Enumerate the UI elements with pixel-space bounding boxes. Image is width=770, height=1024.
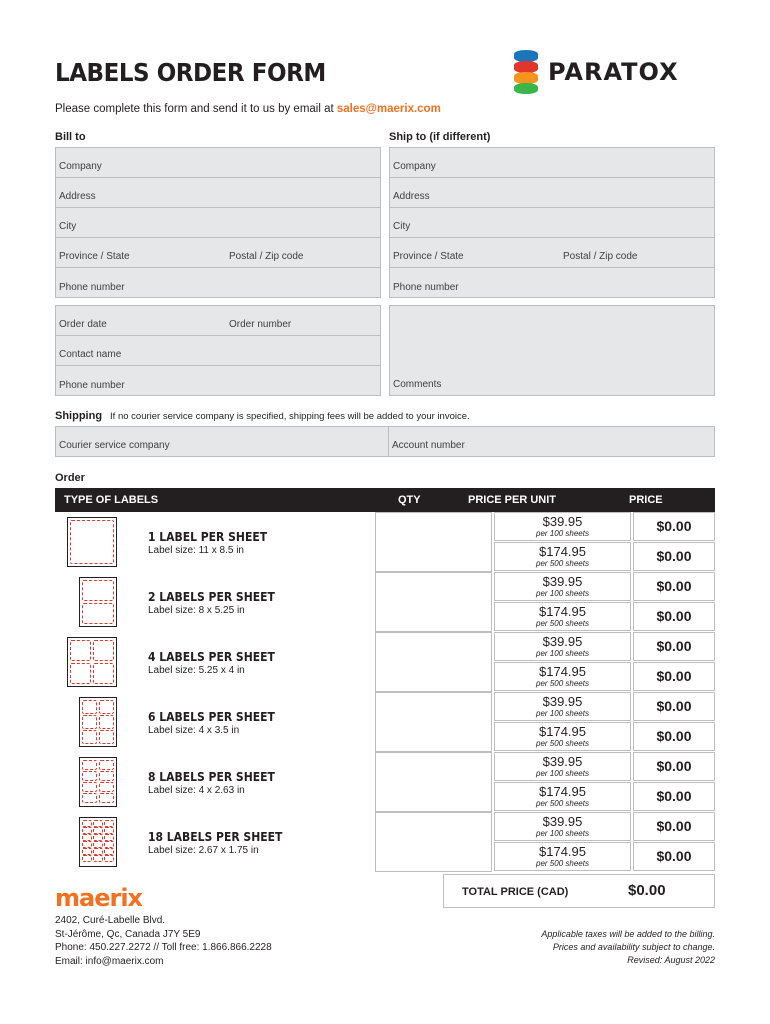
account-number-field[interactable] xyxy=(389,427,714,456)
shipping-note: If no courier service company is specified, shipping fees will be added to your invoice. xyxy=(110,411,470,422)
field-label: Company xyxy=(393,161,436,172)
intro-text xyxy=(55,103,441,115)
price-per-unit xyxy=(494,842,631,871)
row-size: Label size: 2.67 x 1.75 in xyxy=(148,845,259,856)
address-line: 2402, Curé-Labelle Blvd. xyxy=(55,915,166,926)
price-per-unit xyxy=(494,752,631,781)
field-label: Comments xyxy=(393,379,442,390)
row-price: $0.00 xyxy=(633,542,715,571)
total-label: TOTAL PRICE (CAD) xyxy=(462,886,569,898)
unit-price: $39.95 xyxy=(542,754,583,769)
field-label: Contact name xyxy=(59,349,122,360)
ship-address-field[interactable] xyxy=(390,178,714,208)
footer-notes xyxy=(541,928,715,967)
unit-note: per 100 sheets xyxy=(536,589,589,598)
field-label: Province / State xyxy=(393,251,464,262)
row-price: $0.00 xyxy=(633,842,715,871)
field-label: Order number xyxy=(229,319,292,330)
unit-note: per 500 sheets xyxy=(536,619,589,628)
row-price: $0.00 xyxy=(633,602,715,631)
bill-city-field[interactable] xyxy=(56,208,380,238)
ship-company-field[interactable] xyxy=(390,148,714,178)
unit-price: $39.95 xyxy=(542,814,583,829)
shipping-section xyxy=(55,410,470,422)
row-price: $0.00 xyxy=(633,632,715,661)
qty-input[interactable] xyxy=(375,812,492,872)
col-qty: QTY xyxy=(398,494,421,506)
unit-price: $174.95 xyxy=(539,664,586,679)
row-price: $0.00 xyxy=(633,512,715,541)
price-per-unit xyxy=(494,662,631,691)
unit-note: per 500 sheets xyxy=(536,679,589,688)
row-price: $0.00 xyxy=(633,752,715,781)
availability-note: Prices and availability subject to change. xyxy=(552,942,715,952)
paratox-stack-icon xyxy=(514,50,538,94)
row-size: Label size: 8 x 5.25 in xyxy=(148,605,245,616)
price-per-unit xyxy=(494,722,631,751)
qty-input[interactable] xyxy=(375,572,492,632)
qty-input[interactable] xyxy=(375,512,492,572)
col-price: PRICE xyxy=(629,494,663,506)
field-label: Address xyxy=(59,191,96,202)
price-per-unit xyxy=(494,602,631,631)
field-label: Postal / Zip code xyxy=(563,251,638,262)
order-row xyxy=(55,692,715,752)
row-price: $0.00 xyxy=(633,782,715,811)
paratox-wordmark: PARATOX xyxy=(548,58,679,86)
sheet-1-label-icon xyxy=(67,517,117,567)
row-price: $0.00 xyxy=(633,662,715,691)
price-per-unit xyxy=(494,512,631,541)
unit-note: per 500 sheets xyxy=(536,799,589,808)
email-line: Email: info@maerix.com xyxy=(55,955,164,967)
total-value: $0.00 xyxy=(628,882,666,899)
phone-line: Phone: 450.227.2272 // Toll free: 1.866.866.2228 xyxy=(55,942,272,953)
unit-price: $39.95 xyxy=(542,634,583,649)
unit-price: $174.95 xyxy=(539,784,586,799)
row-size: Label size: 11 x 8.5 in xyxy=(148,545,244,556)
ship-to-label: Ship to (if different) xyxy=(389,131,491,143)
price-per-unit xyxy=(494,782,631,811)
row-size: Label size: 4 x 3.5 in xyxy=(148,725,240,736)
col-ppu: PRICE PER UNIT xyxy=(468,494,557,506)
unit-price: $174.95 xyxy=(539,844,586,859)
field-label: City xyxy=(393,221,411,232)
unit-price: $174.95 xyxy=(539,724,586,739)
contact-name-field[interactable] xyxy=(56,336,380,366)
sheet-8-labels-icon xyxy=(79,757,117,807)
unit-note: per 500 sheets xyxy=(536,739,589,748)
comments-field[interactable] xyxy=(389,305,715,396)
row-title: 6 LABELS PER SHEET xyxy=(148,710,275,724)
qty-input[interactable] xyxy=(375,632,492,692)
order-table-header xyxy=(55,488,715,512)
bill-address-field[interactable] xyxy=(56,178,380,208)
sheet-18-labels-icon xyxy=(79,817,117,867)
address-line: St-Jérôme, Qc, Canada J7Y 5E9 xyxy=(55,928,201,940)
bill-company-field[interactable] xyxy=(56,148,380,178)
shipping-fields xyxy=(55,426,715,457)
sheet-4-labels-icon xyxy=(67,637,117,687)
row-title: 4 LABELS PER SHEET xyxy=(148,650,275,664)
price-per-unit xyxy=(494,572,631,601)
unit-note: per 100 sheets xyxy=(536,709,589,718)
company-address xyxy=(55,914,272,968)
price-per-unit xyxy=(494,542,631,571)
unit-price: $39.95 xyxy=(542,574,583,589)
order-phone-field[interactable] xyxy=(56,366,380,396)
row-price: $0.00 xyxy=(633,812,715,841)
unit-price: $174.95 xyxy=(539,604,586,619)
bill-phone-field[interactable] xyxy=(56,268,380,298)
qty-input[interactable] xyxy=(375,752,492,812)
row-title: 2 LABELS PER SHEET xyxy=(148,590,275,604)
intro-sentence: Please complete this form and send it to us by email at xyxy=(55,103,337,115)
field-label: Postal / Zip code xyxy=(229,251,304,262)
field-label: Phone number xyxy=(393,282,459,293)
unit-note: per 100 sheets xyxy=(536,529,589,538)
ship-city-field[interactable] xyxy=(390,208,714,238)
field-label: City xyxy=(59,221,77,232)
sheet-6-labels-icon xyxy=(79,697,117,747)
qty-input[interactable] xyxy=(375,692,492,752)
row-price: $0.00 xyxy=(633,722,715,751)
bill-province-postal-field[interactable] xyxy=(56,238,380,268)
order-row xyxy=(55,512,715,572)
field-label: Province / State xyxy=(59,251,130,262)
order-date-number-field[interactable] xyxy=(56,306,380,336)
paratox-logo xyxy=(514,50,679,94)
price-per-unit xyxy=(494,632,631,661)
field-label: Order date xyxy=(59,319,107,330)
sales-email-link[interactable]: sales@maerix.com xyxy=(336,103,441,115)
shipping-label: Shipping xyxy=(55,410,103,422)
unit-price: $39.95 xyxy=(542,514,583,529)
unit-note: per 500 sheets xyxy=(536,559,589,568)
sheet-2-labels-icon xyxy=(79,577,117,627)
ship-province-postal-field[interactable] xyxy=(390,238,714,268)
bill-to-fields xyxy=(55,147,381,298)
col-type: TYPE OF LABELS xyxy=(64,494,159,506)
unit-note: per 100 sheets xyxy=(536,829,589,838)
row-price: $0.00 xyxy=(633,572,715,601)
ship-to-fields xyxy=(389,147,715,298)
order-row xyxy=(55,752,715,812)
price-per-unit xyxy=(494,692,631,721)
order-label: Order xyxy=(55,472,85,484)
order-row xyxy=(55,632,715,692)
unit-note: per 500 sheets xyxy=(536,859,589,868)
field-label: Account number xyxy=(392,440,465,451)
order-info-fields xyxy=(55,305,381,396)
row-size: Label size: 4 x 2.63 in xyxy=(148,785,245,796)
row-price: $0.00 xyxy=(633,692,715,721)
order-row xyxy=(55,812,715,872)
tax-note: Applicable taxes will be added to the billing. xyxy=(541,929,715,939)
unit-price: $39.95 xyxy=(542,694,583,709)
row-title: 8 LABELS PER SHEET xyxy=(148,770,275,784)
form-title: LABELS ORDER FORM xyxy=(55,58,326,87)
row-title: 1 LABEL PER SHEET xyxy=(148,530,268,544)
unit-note: per 100 sheets xyxy=(536,649,589,658)
field-label: Address xyxy=(393,191,430,202)
unit-price: $174.95 xyxy=(539,544,586,559)
unit-note: per 100 sheets xyxy=(536,769,589,778)
field-label: Phone number xyxy=(59,380,125,391)
maerix-logo: maerix xyxy=(55,884,143,912)
field-label: Courier service company xyxy=(59,440,170,451)
bill-to-label: Bill to xyxy=(55,131,86,143)
order-row xyxy=(55,572,715,632)
ship-phone-field[interactable] xyxy=(390,268,714,298)
price-per-unit xyxy=(494,812,631,841)
field-label: Company xyxy=(59,161,102,172)
courier-field[interactable] xyxy=(56,427,389,456)
row-title: 18 LABELS PER SHEET xyxy=(148,830,283,844)
revision-note: Revised: August 2022 xyxy=(627,955,715,965)
field-label: Phone number xyxy=(59,282,125,293)
row-size: Label size: 5.25 x 4 in xyxy=(148,665,245,676)
total-price-box xyxy=(443,874,715,908)
